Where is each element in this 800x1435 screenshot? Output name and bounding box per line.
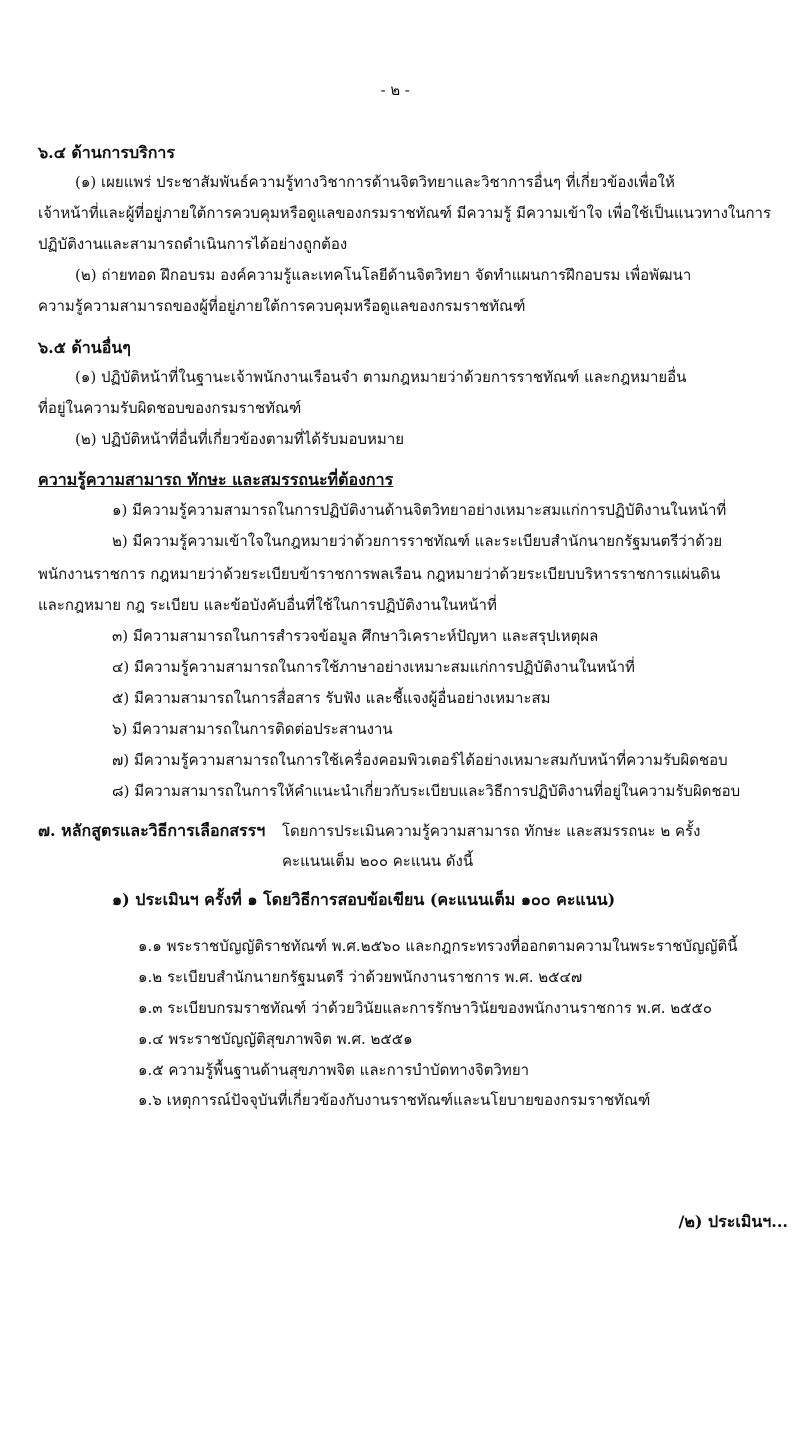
s7-desc-line1: โดยการประเมินความรู้ความสามารถ ทักษะ และสมรรถนะ ๒ ครั้ง [282, 822, 701, 840]
round-1-heading: ๑) ประเมินฯ ครั้งที่ ๑ โดยวิธีการสอบข้อเขียน (คะแนนเต็ม ๑๐๐ คะแนน) [112, 890, 616, 909]
skills-item-8: ๘) มีความสามารถในการให้คำแนะนำเกี่ยวกับระเบียบและวิธีการปฏิบัติงานที่อยู่ในความรับผิดชอบ [112, 782, 741, 800]
skills-item-6: ๖) มีความสามารถในการติดต่อประสานงาน [112, 720, 393, 738]
section-6-5-heading: ๖.๕ ด้านอื่นๆ [38, 338, 131, 357]
skills-item-2-line1: ๒) มีความรู้ความเข้าใจในกฎหมายว่าด้วยการราชทัณฑ์ และระเบียบสำนักนายกรัฐมนตรีว่าด้วย [112, 532, 723, 550]
s65-p1-line2: ที่อยู่ในความรับผิดชอบของกรมราชทัณฑ์ [38, 399, 302, 417]
skills-heading: ความรู้ความสามารถ ทักษะ และสมรรถนะที่ต้องการ [38, 470, 394, 489]
section-7-heading: ๗. หลักสูตรและวิธีการเลือกสรรฯ [38, 821, 266, 840]
s65-p2: (๒) ปฏิบัติหน้าที่อื่นที่เกี่ยวข้องตามที่ได้รับมอบหมาย [75, 430, 405, 448]
s64-p1-line3: ปฏิบัติงานและสามารถดำเนินการได้อย่างถูกต้อง [38, 235, 348, 253]
skills-item-2-line2: พนักงานราชการ กฎหมายว่าด้วยระเบียบข้าราชการพลเรือน กฎหมายว่าด้วยระเบียบบริหารราชการแผ่นดิน [38, 565, 721, 583]
skills-item-7: ๗) มีความรู้ความสามารถในการใช้เครื่องคอมพิวเตอร์ได้อย่างเหมาะสมกับหน้าที่ความรับผิดชอบ [112, 751, 728, 769]
s64-p2-line1: (๒) ถ่ายทอด ฝึกอบรม องค์ความรู้และเทคโนโลยีด้านจิตวิทยา จัดทำแผนการฝึกอบรม เพื่อพัฒนา [75, 266, 692, 284]
topic-1-2: ๑.๒ ระเบียบสำนักนายกรัฐมนตรี ว่าด้วยพนักงานราชการ พ.ศ. ๒๕๔๗ [138, 968, 583, 986]
topic-1-5: ๑.๕ ความรู้พื้นฐานด้านสุขภาพจิต และการบำบัดทางจิตวิทยา [138, 1061, 530, 1079]
s64-p1-line1: (๑) เผยแพร่ ประชาสัมพันธ์ความรู้ทางวิชาการด้านจิตวิทยาและวิชาการอื่นๆ ที่เกี่ยวข้องเพื่อให้ [75, 173, 675, 191]
topic-1-3: ๑.๓ ระเบียบกรมราชทัณฑ์ ว่าด้วยวินัยและการรักษาวินัยของพนักงานราชการ พ.ศ. ๒๕๕๐ [138, 999, 713, 1017]
s64-p2-line2: ความรู้ความสามารถของผู้ที่อยู่ภายใต้การควบคุมหรือดูแลของกรมราชทัณฑ์ [38, 297, 526, 315]
skills-item-4: ๔) มีความรู้ความสามารถในการใช้ภาษาอย่างเหมาะสมแก่การปฏิบัติงานในหน้าที่ [112, 658, 635, 676]
continuation-note: /๒) ประเมินฯ... [678, 1212, 788, 1231]
skills-item-2-line3: และกฎหมาย กฎ ระเบียบ และข้อบังคับอื่นที่ใช้ในการปฏิบัติงานในหน้าที่ [38, 596, 497, 614]
s64-p1-line2: เจ้าหน้าที่และผู้ที่อยู่ภายใต้การควบคุมหรือดูแลของกรมราชทัณฑ์ มีความรู้ มีความเข้าใจ เพื่อใช้เป็นแนวทางในการ [38, 204, 772, 222]
skills-item-5: ๕) มีความสามารถในการสื่อสาร รับฟัง และชี้แจงผู้อื่นอย่างเหมาะสม [112, 689, 551, 707]
topic-1-6: ๑.๖ เหตุการณ์ปัจจุบันที่เกี่ยวข้องกับงานราชทัณฑ์และนโยบายของกรมราชทัณฑ์ [138, 1091, 651, 1109]
page-number: - ๒ - [380, 81, 410, 99]
s7-desc-line2: คะแนนเต็ม ๒๐๐ คะแนน ดังนี้ [282, 852, 474, 870]
topic-1-1: ๑.๑ พระราชบัญญัติราชทัณฑ์ พ.ศ.๒๕๖๐ และกฎกระทรวงที่ออกตามความในพระราชบัญญัตินี้ [138, 937, 738, 955]
topic-1-4: ๑.๔ พระราชบัญญัติสุขภาพจิต พ.ศ. ๒๕๕๑ [138, 1030, 413, 1048]
skills-item-1: ๑) มีความรู้ความสามารถในการปฏิบัติงานด้านจิตวิทยาอย่างเหมาะสมแก่การปฏิบัติงานในหน้าที่ [112, 501, 727, 519]
section-6-4-heading: ๖.๔ ด้านการบริการ [38, 143, 175, 162]
s65-p1-line1: (๑) ปฏิบัติหน้าที่ในฐานะเจ้าพนักงานเรือนจำ ตามกฎหมายว่าด้วยการราชทัณฑ์ และกฎหมายอื่น [75, 368, 687, 386]
skills-item-3: ๓) มีความสามารถในการสำรวจข้อมูล ศึกษาวิเคราะห์ปัญหา และสรุปเหตุผล [112, 627, 599, 645]
